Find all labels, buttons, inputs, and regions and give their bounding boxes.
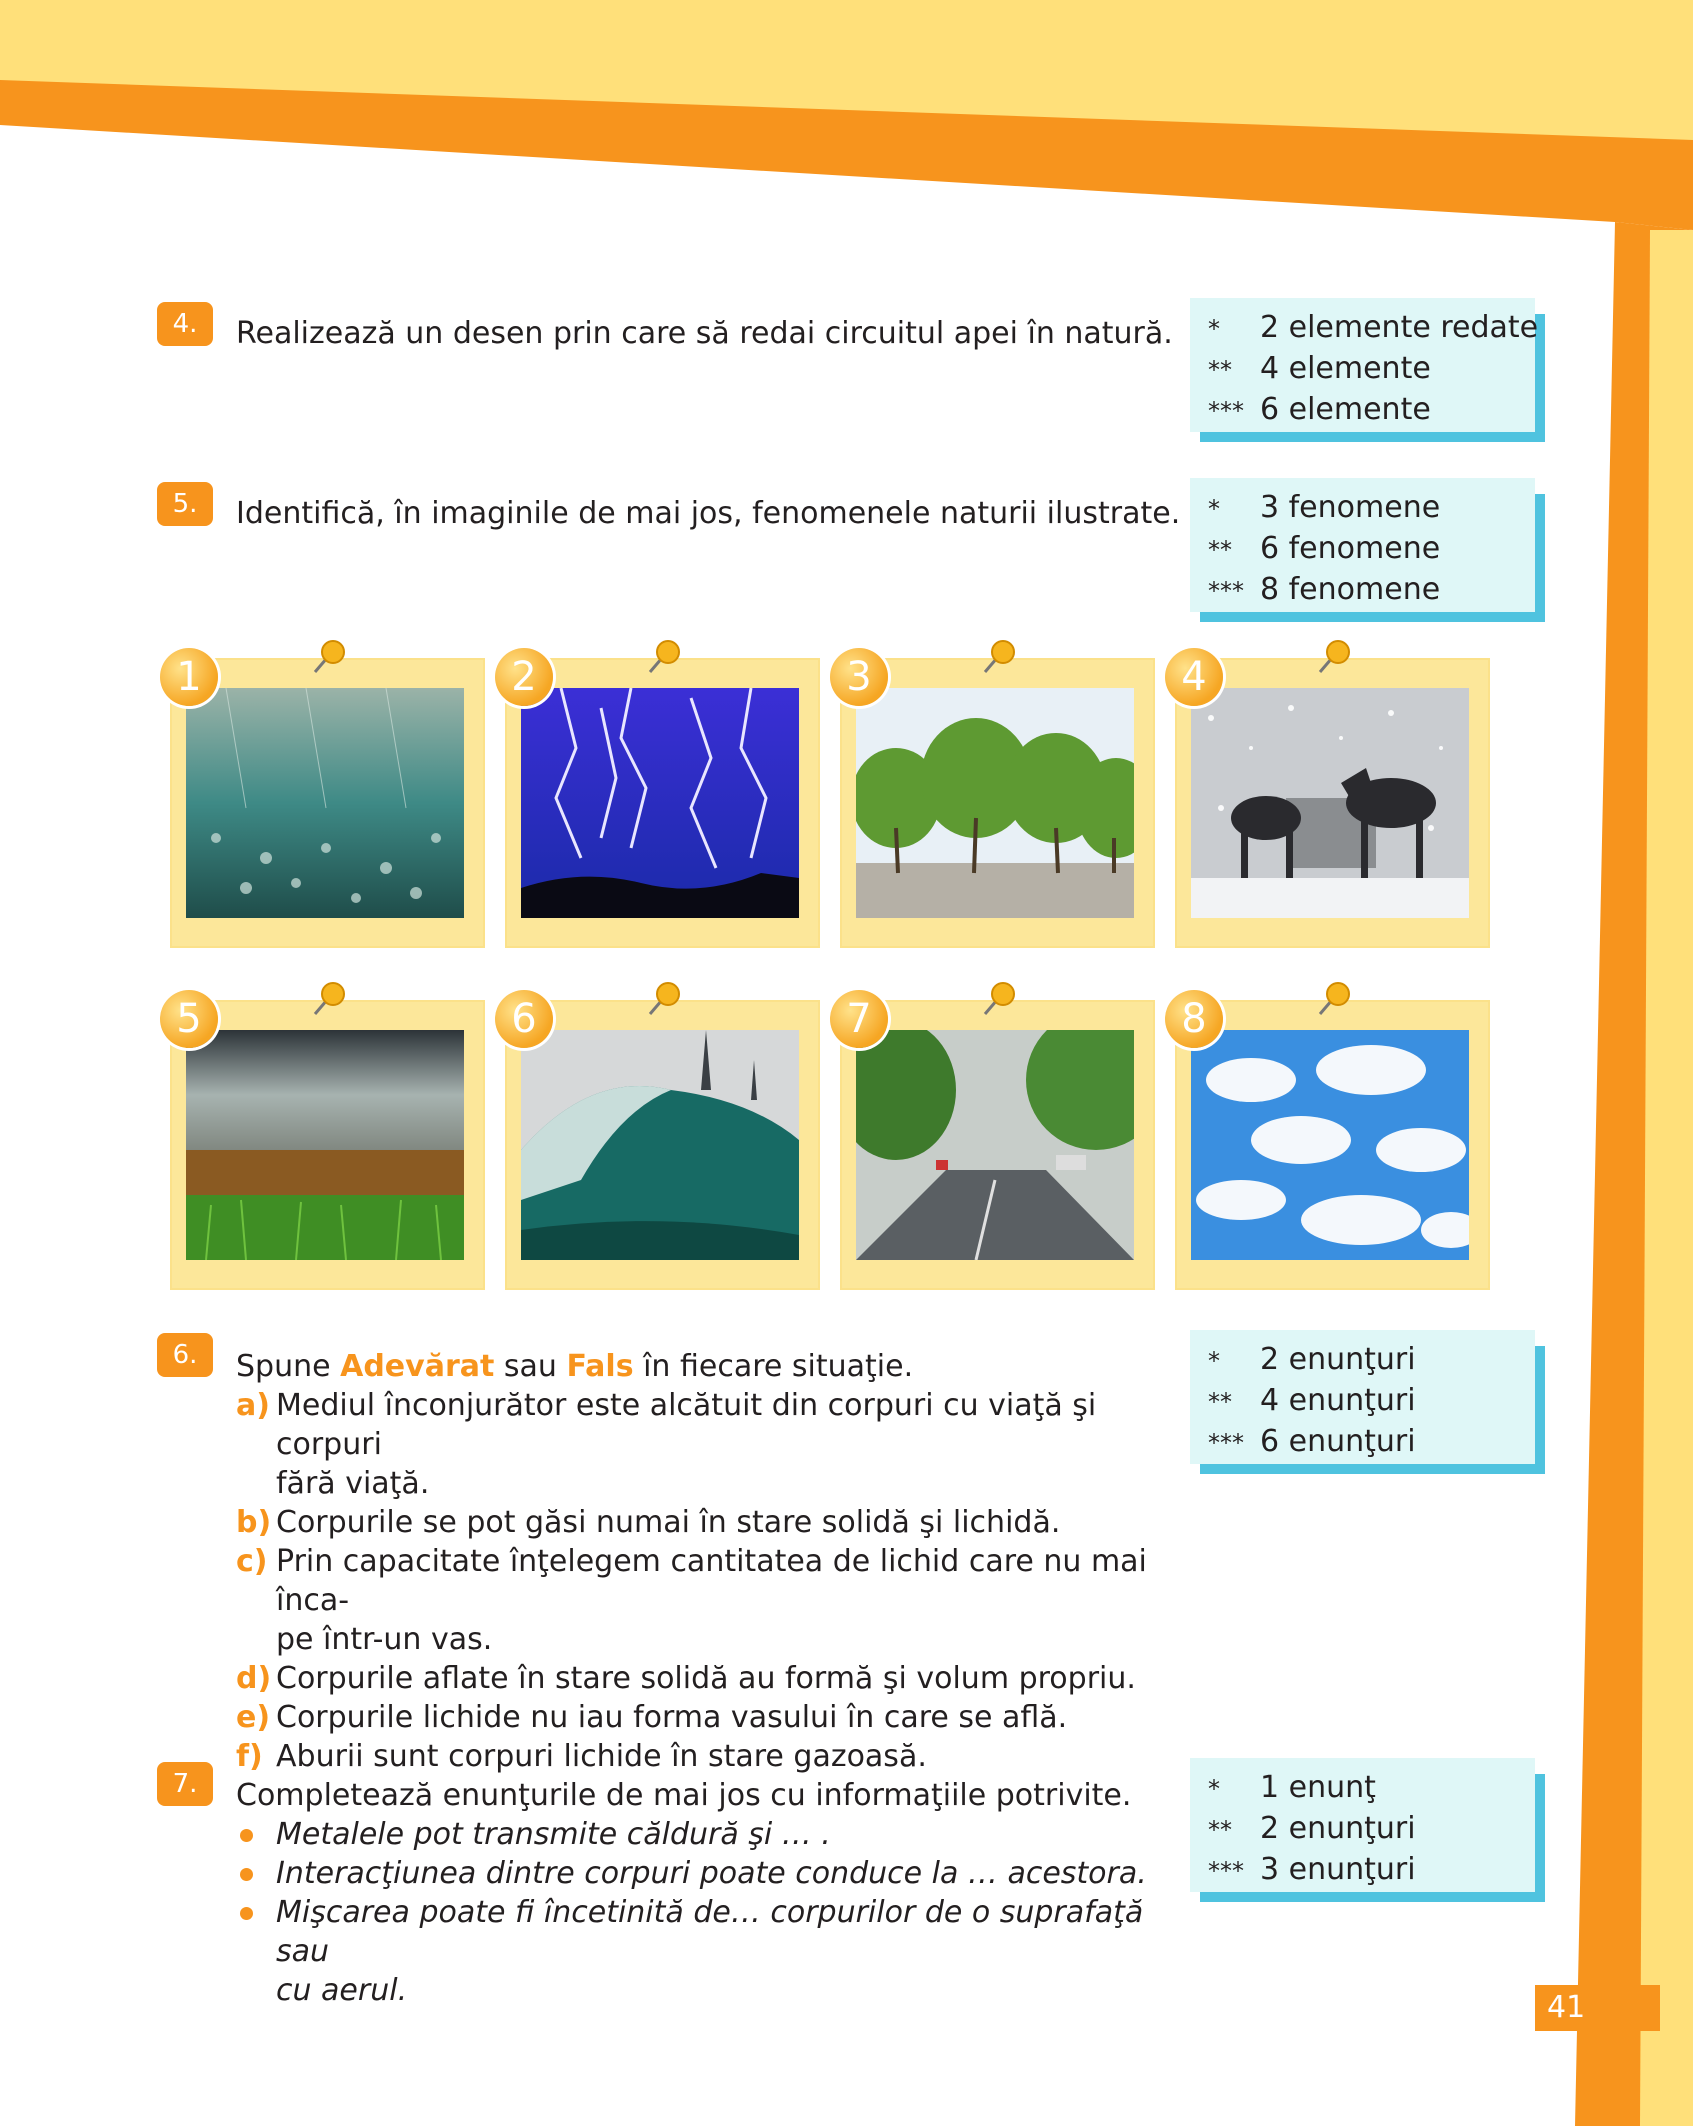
photo-number-badge: 8 bbox=[1165, 990, 1223, 1048]
exercise-7-number: 7. bbox=[157, 1762, 213, 1806]
list-item: a) Mediul înconjurător este alcătuit din corpuri cu viaţă şi corpuri fără viaţă. bbox=[236, 1388, 1097, 1501]
list-item: Metalele pot transmite căldură şi … . bbox=[236, 1815, 1166, 1854]
score-label: 2 enunţuri bbox=[1260, 1342, 1416, 1377]
list-item: d) Corpurile aflate în stare solidă au formă şi volum propriu. bbox=[236, 1661, 1136, 1696]
storm-clouds-field-photo bbox=[186, 1030, 464, 1260]
pushpin-icon bbox=[975, 978, 1019, 1022]
score-stars: *** bbox=[1208, 1857, 1244, 1885]
pushpin-icon bbox=[305, 636, 349, 680]
score-stars: * bbox=[1208, 315, 1220, 343]
cloudy-sky-photo bbox=[1191, 1030, 1469, 1260]
pushpin-icon bbox=[1310, 978, 1354, 1022]
score-label: 8 fenomene bbox=[1260, 572, 1441, 607]
score-label: 3 enunţuri bbox=[1260, 1852, 1416, 1887]
photo-card-8 bbox=[1175, 996, 1490, 1290]
pushpin-icon bbox=[640, 978, 684, 1022]
photo-number-badge: 3 bbox=[830, 648, 888, 706]
photo-number-badge: 1 bbox=[160, 648, 218, 706]
score-stars: ** bbox=[1208, 536, 1232, 564]
page-number: 41 bbox=[1535, 1985, 1660, 2031]
score-label: 4 elemente bbox=[1260, 351, 1431, 386]
exercise-5-text: Identifică, în imaginile de mai jos, fenomenele naturii ilustrate. bbox=[236, 496, 1181, 531]
exercise-4-number: 4. bbox=[157, 302, 213, 346]
list-item: e) Corpurile lichide nu iau forma vasului în care se află. bbox=[236, 1700, 1068, 1735]
photo-number-badge: 6 bbox=[495, 990, 553, 1048]
score-stars: * bbox=[1208, 495, 1220, 523]
score-stars: * bbox=[1208, 1775, 1220, 1803]
exercise-7-sentences bbox=[236, 1815, 1166, 2010]
score-label: 3 fenomene bbox=[1260, 490, 1441, 525]
word-true: Adevărat bbox=[340, 1349, 495, 1384]
photo-number-badge: 2 bbox=[495, 648, 553, 706]
photo-card-4 bbox=[1175, 654, 1490, 948]
exercise-6-score-box bbox=[1190, 1330, 1535, 1464]
photo-card-3 bbox=[840, 654, 1155, 948]
pushpin-icon bbox=[305, 978, 349, 1022]
exercise-7-text: Completează enunţurile de mai jos cu informaţiile potrivite. bbox=[236, 1778, 1132, 1813]
list-item: Interacţiunea dintre corpuri poate conduce la … acestora. bbox=[236, 1854, 1166, 1893]
list-item: b) Corpurile se pot găsi numai în stare solidă şi lichidă. bbox=[236, 1505, 1061, 1540]
photo-card-7 bbox=[840, 996, 1155, 1290]
pushpin-icon bbox=[975, 636, 1019, 680]
exercise-7-score-box bbox=[1190, 1758, 1535, 1892]
photo-number-badge: 5 bbox=[160, 990, 218, 1048]
list-item: c) Prin capacitate înţelegem cantitatea de lichid care nu mai înca- pe într-un vas. bbox=[236, 1544, 1147, 1657]
score-label: 6 fenomene bbox=[1260, 531, 1441, 566]
list-item: Mişcarea poate fi încetinită de… corpurilor de o suprafaţă sau cu aerul. bbox=[236, 1893, 1166, 2010]
pushpin-icon bbox=[640, 636, 684, 680]
snow-horses-photo bbox=[1191, 688, 1469, 918]
big-wave-photo bbox=[521, 1030, 799, 1260]
score-stars: *** bbox=[1208, 397, 1244, 425]
photo-card-6 bbox=[505, 996, 820, 1290]
exercise-6-number: 6. bbox=[157, 1333, 213, 1377]
score-stars: * bbox=[1208, 1347, 1220, 1375]
exercise-4-text: Realizează un desen prin care să redai circuitul apei în natură. bbox=[236, 316, 1173, 351]
windy-trees-photo bbox=[856, 688, 1134, 918]
exercise-6-text-after: în fiecare situaţie. bbox=[633, 1349, 914, 1384]
score-label: 6 enunţuri bbox=[1260, 1424, 1416, 1459]
score-stars: *** bbox=[1208, 1429, 1244, 1457]
photo-number-badge: 7 bbox=[830, 990, 888, 1048]
score-label: 6 elemente bbox=[1260, 392, 1431, 427]
score-label: 4 enunţuri bbox=[1260, 1383, 1416, 1418]
exercise-4-score-box bbox=[1190, 298, 1539, 432]
rain-on-grass-photo bbox=[186, 688, 464, 918]
photo-card-2 bbox=[505, 654, 820, 948]
score-label: 2 enunţuri bbox=[1260, 1811, 1416, 1846]
photo-card-1 bbox=[170, 654, 485, 948]
exercise-6-text-middle: sau bbox=[494, 1349, 567, 1384]
score-stars: ** bbox=[1208, 356, 1232, 384]
exercise-6-text bbox=[236, 1347, 913, 1386]
score-stars: ** bbox=[1208, 1816, 1232, 1844]
pushpin-icon bbox=[1310, 636, 1354, 680]
rainy-street-photo bbox=[856, 1030, 1134, 1260]
score-label: 1 enunţ bbox=[1260, 1770, 1376, 1805]
exercise-5-score-box bbox=[1190, 478, 1535, 612]
score-label: 2 elemente redate bbox=[1260, 310, 1539, 345]
score-stars: *** bbox=[1208, 577, 1244, 605]
exercise-6-text-before: Spune bbox=[236, 1349, 341, 1384]
photo-card-5 bbox=[170, 996, 485, 1290]
exercise-6-statements bbox=[236, 1386, 1166, 1776]
photo-number-badge: 4 bbox=[1165, 648, 1223, 706]
lightning-photo bbox=[521, 688, 799, 918]
exercise-5-number: 5. bbox=[157, 482, 213, 526]
score-stars: ** bbox=[1208, 1388, 1232, 1416]
word-false: Fals bbox=[566, 1349, 634, 1384]
list-item: f) Aburii sunt corpuri lichide în stare gazoasă. bbox=[236, 1739, 927, 1774]
